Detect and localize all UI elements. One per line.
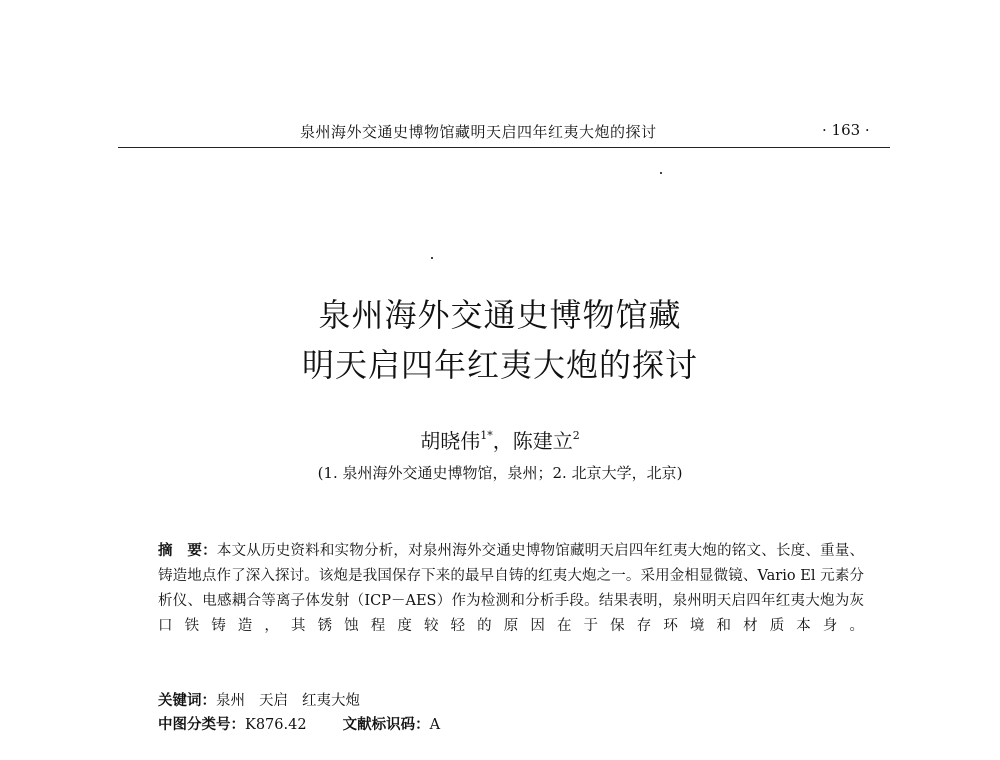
keywords-label: 关键词：: [158, 693, 216, 709]
header-rule: [118, 147, 890, 148]
author-1: 胡晓伟: [420, 429, 481, 453]
clc-value: K876.42: [245, 717, 307, 733]
keyword-item: 红夷大炮: [302, 693, 360, 709]
doc-code-value: A: [429, 717, 441, 733]
title-line-1: 泉州海外交通史博物馆藏: [318, 296, 682, 334]
abstract: [158, 539, 864, 639]
title-line-2: 明天启四年红夷大炮的探讨: [301, 346, 698, 384]
abstract-text: 本文从历史资料和实物分析，对泉州海外交通史博物馆藏明天启四年红夷大炮的铭文、长度、重量、铸造地点作了深入探讨。该炮是我国保存下来的最早自铸的红夷大炮之一。采用金相显微镜、Vario El 元素分析仪、电感耦合等离子体发射（ICP－AES）作为检测和分析手段。结果表明，泉州明天启四年红夷大炮为灰口铁铸造，其锈蚀程度较轻的原因在于保存环境和材质本身。: [158, 543, 865, 634]
clc-label: 中图分类号：: [158, 717, 245, 733]
author-2: 陈建立: [512, 429, 573, 453]
classification: [158, 713, 440, 734]
keyword-item: 天启: [259, 693, 288, 709]
keyword-item: 泉州: [216, 693, 245, 709]
scan-speck: [660, 172, 662, 174]
author-2-mark: 2: [572, 429, 580, 442]
doc-code-label: 文献标识码：: [342, 717, 430, 733]
abstract-label: 摘 要：: [158, 543, 217, 559]
page-number: · 163 ·: [822, 121, 870, 139]
author-separator: ，: [492, 429, 513, 453]
author-1-mark: 1*: [480, 429, 493, 442]
affiliation: (1. 泉州海外交通史博物馆，泉州；2. 北京大学，北京): [317, 464, 683, 482]
running-title: 泉州海外交通史博物馆藏明天启四年红夷大炮的探讨: [300, 123, 657, 141]
scan-speck: [431, 257, 433, 259]
keywords: [158, 689, 360, 710]
authors: [0, 425, 1000, 454]
